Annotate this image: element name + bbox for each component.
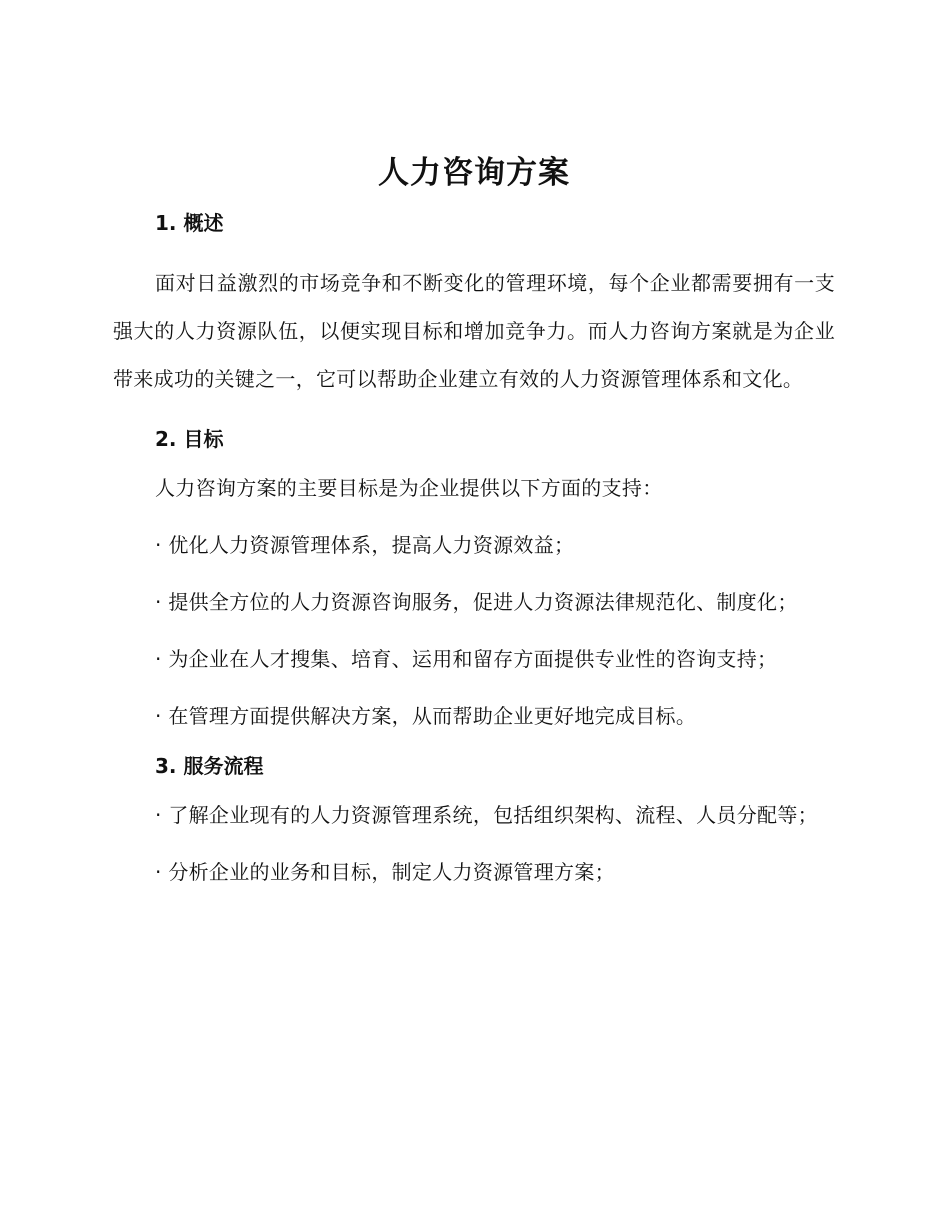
section-heading-service-process: 3. 服务流程 [155, 754, 264, 778]
goals-intro-paragraph: 人力咨询方案的主要目标是为企业提供以下方面的支持： [155, 476, 663, 500]
document-title: 人力咨询方案 [378, 155, 570, 191]
section-heading-goals: 2. 目标 [155, 427, 224, 451]
section-heading-overview: 1. 概述 [155, 211, 224, 235]
goals-list-item: · 提供全方位的人力资源咨询服务，促进人力资源法律规范化、制度化； [155, 590, 798, 614]
overview-paragraph: 面对日益激烈的市场竞争和不断变化的管理环境，每个企业都需要拥有一支强大的人力资源队伍，以便实现目标和增加竞争力。而人力咨询方案就是为企业带来成功的关键之一，它可以帮助企业建立有效的人力资源管理体系和文化。 [113, 271, 835, 391]
goals-list-item: · 为企业在人才搜集、培育、运用和留存方面提供专业性的咨询支持； [155, 647, 778, 671]
goals-list-item: · 在管理方面提供解决方案，从而帮助企业更好地完成目标。 [155, 704, 697, 728]
process-list-item: · 了解企业现有的人力资源管理系统，包括组织架构、流程、人员分配等； [155, 803, 818, 827]
goals-list-item: · 优化人力资源管理体系，提高人力资源效益； [155, 533, 575, 557]
process-list-item: · 分析企业的业务和目标，制定人力资源管理方案； [155, 860, 615, 884]
